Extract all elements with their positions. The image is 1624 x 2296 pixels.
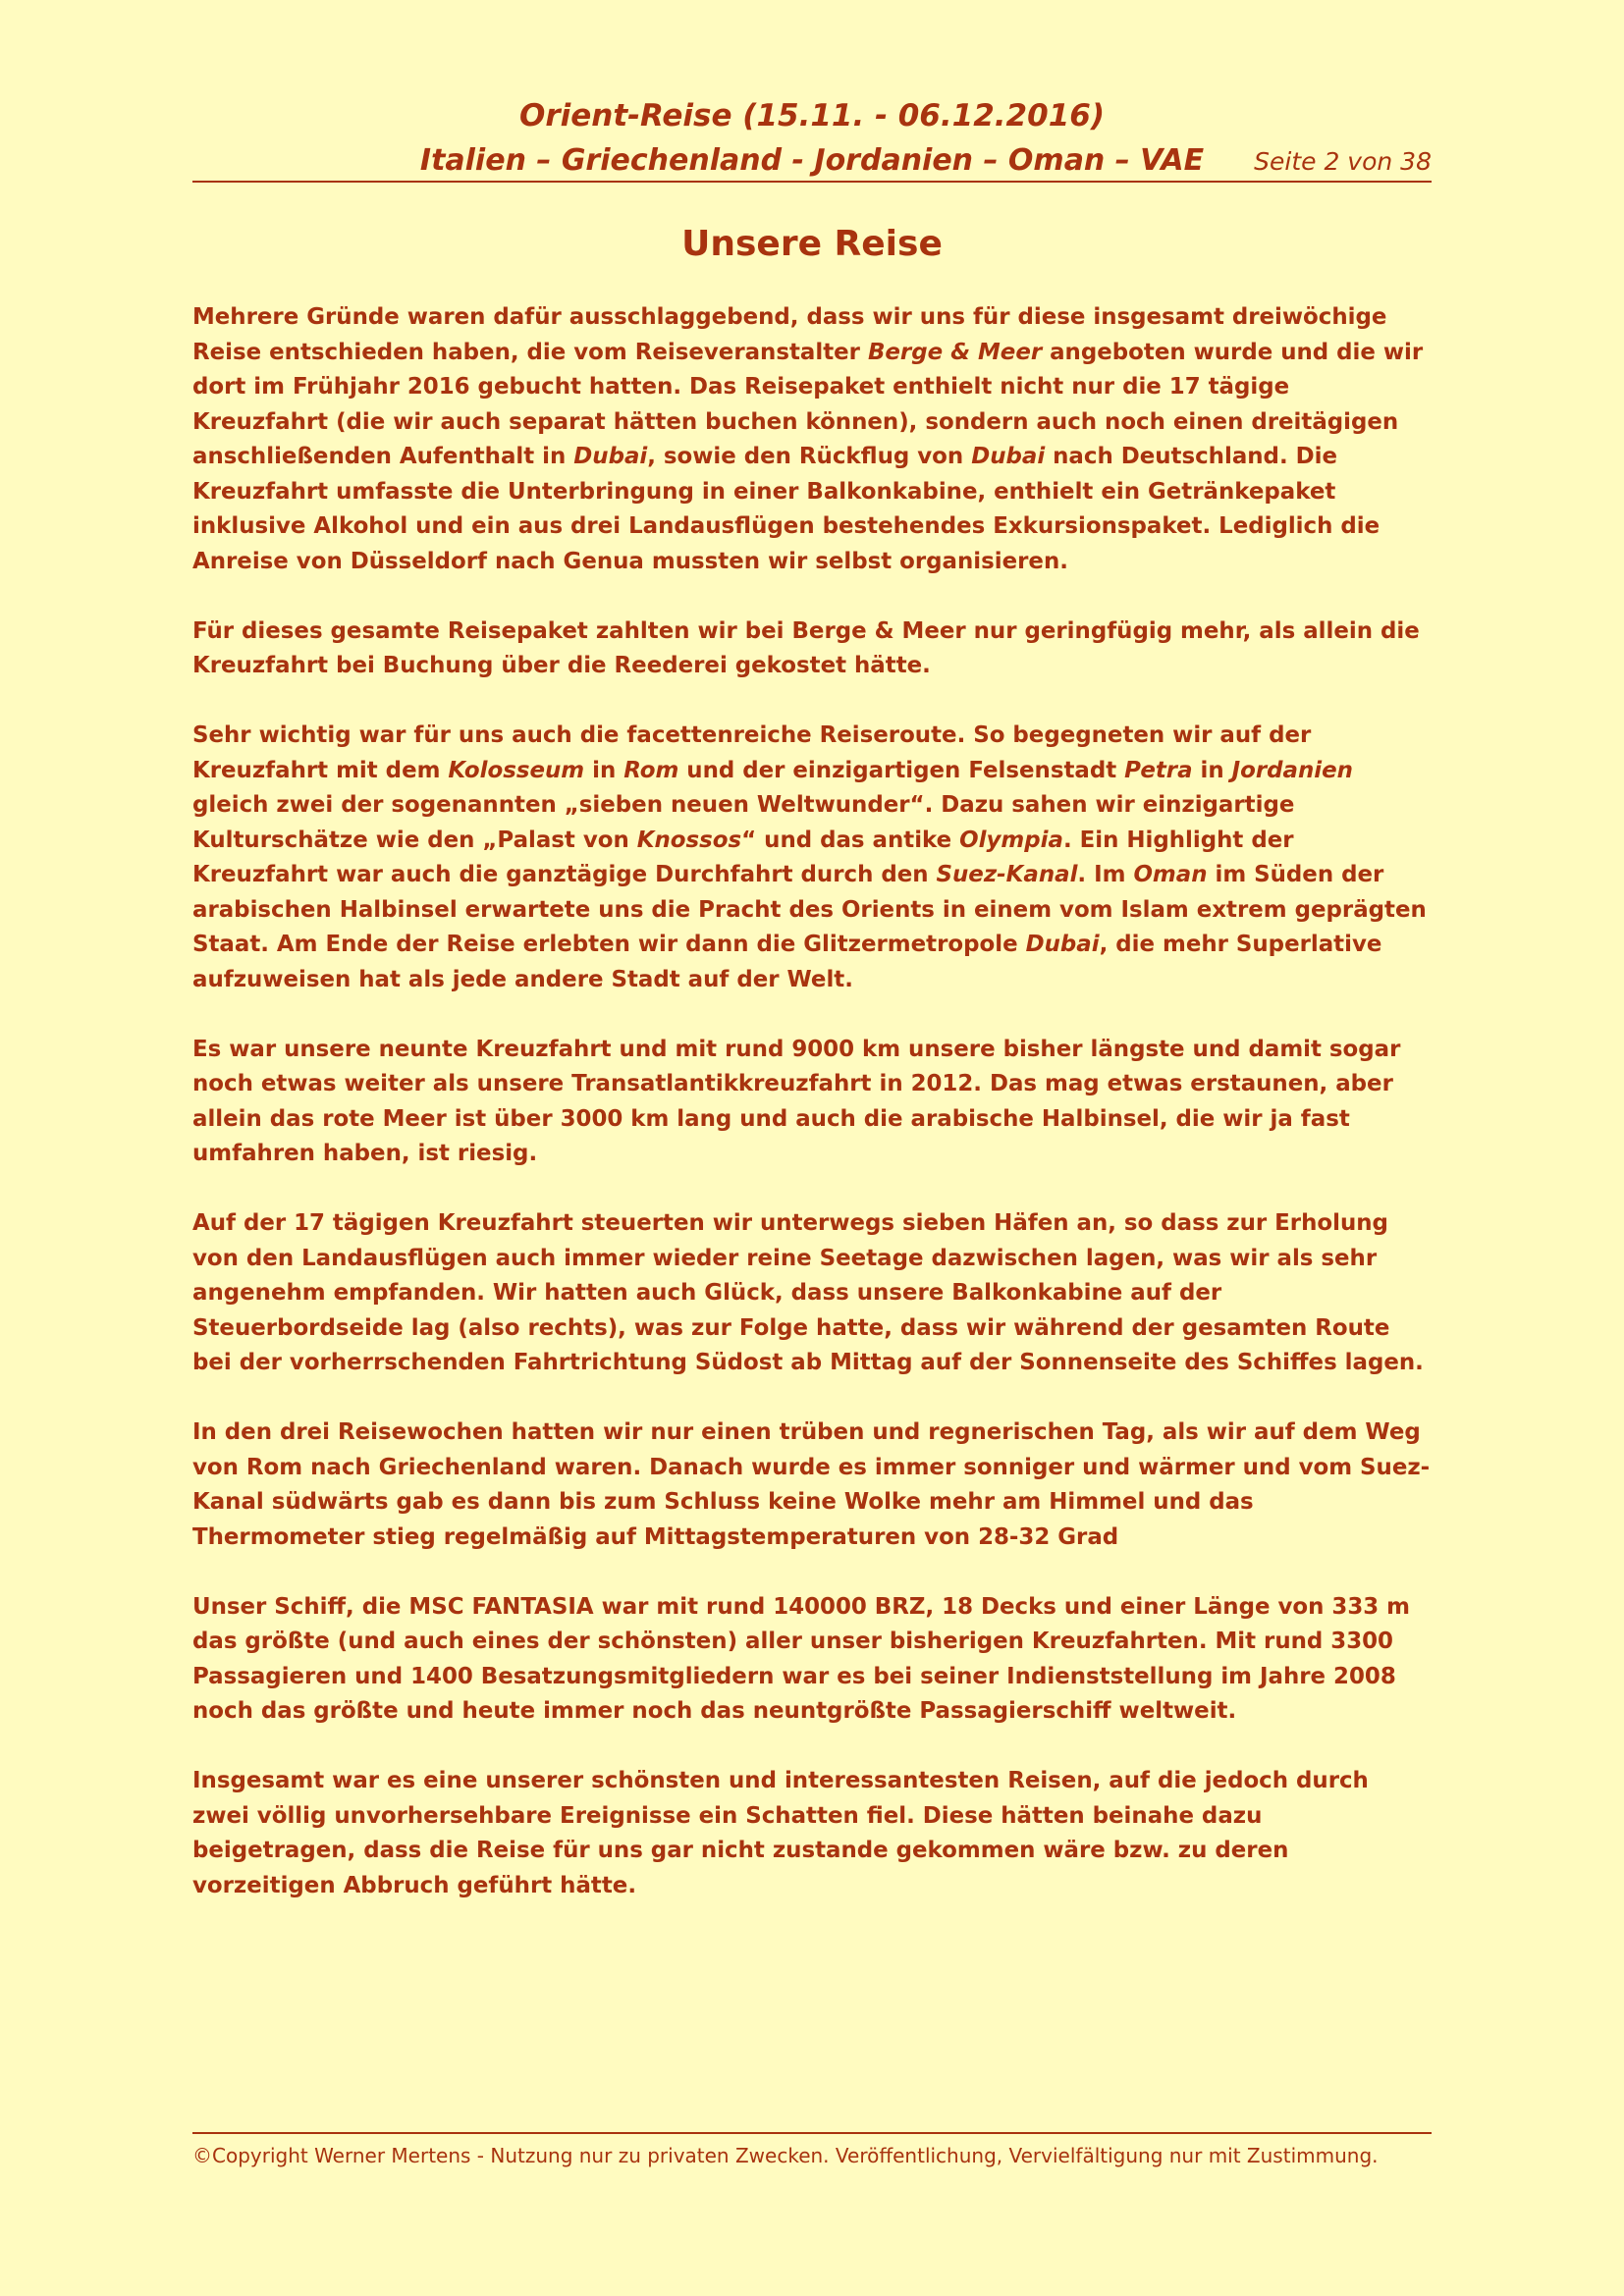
- copyright-footer: ©Copyright Werner Mertens - Nutzung nur zu privaten Zwecken. Veröffentlichung, Vervielfältigung nur mit Zustimmung.: [192, 2132, 1432, 2170]
- italic-text: Oman: [1133, 862, 1208, 887]
- paragraph: Es war unsere neunte Kreuzfahrt und mit rund 9000 km unsere bisher längste und damit sogar noch etwas weiter als unsere Transatlantikkreuzfahrt in 2012. Das mag etwas erstaunen, aber allein das rote Meer ist über 3000 km lang und auch die arabische Halbinsel, die wir ja fast umfahren haben, ist riesig.: [192, 1036, 1401, 1166]
- italic-text: Berge & Meer: [867, 339, 1043, 365]
- paragraph: Mehrere Gründe waren dafür ausschlaggebend, dass wir uns für diese insgesamt dreiwöchige Reise entschieden haben, die vom Reiseveranstalter Berge & Meer angeboten wurde und die wir dort im Frühjahr 2016 gebucht hatten. Das Reisepaket enthielt nicht nur die 17 tägige Kreuzfahrt (die wir auch separat hätten buchen können), sondern auch noch einen dreitägigen anschließenden Aufenthalt in Dubai, sowie den Rückflug von Dubai nach Deutschland. Die Kreuzfahrt umfasste die Unterbringung in einer Balkonkabine, enthielt ein Getränkepaket inklusive Alkohol und ein aus drei Landausflügen bestehendes Exkursionspaket. Lediglich die Anreise von Düsseldorf nach Genua mussten wir selbst organisieren.: [192, 304, 1424, 574]
- italic-text: Kolosseum: [448, 757, 585, 783]
- italic-text: Rom: [623, 757, 679, 783]
- page-title: Unsere Reise: [681, 224, 943, 264]
- italic-text: Knossos: [636, 827, 742, 853]
- italic-text: Dubai: [1025, 932, 1100, 957]
- paragraph: Sehr wichtig war für uns auch die facettenreiche Reiseroute. So begegneten wir auf der Kreuzfahrt mit dem Kolosseum in Rom und der einzigartigen Felsenstadt Petra in Jordanien gleich zwei der sogenannten „sieben neuen Weltwunder“. Dazu sahen wir einzigartige Kulturschätze wie den „Palast von Knossos“ und das antike Olympia. Ein Highlight der Kreuzfahrt war auch die ganztägige Durchfahrt durch den Suez-Kanal. Im Oman im Süden der arabischen Halbinsel erwartete uns die Pracht des Orients in einem vom Islam extrem geprägten Staat. Am Ende der Reise erlebten wir dann die Glitzermetropole Dubai, die mehr Superlative aufzuweisen hat als jede andere Stadt auf der Welt.: [192, 722, 1427, 992]
- paragraph: In den drei Reisewochen hatten wir nur einen trüben und regnerischen Tag, als wir auf dem Weg von Rom nach Griechenland waren. Danach wurde es immer sonniger und wärmer und vom Suez-Kanal südwärts gab es dann bis zum Schluss keine Wolke mehr am Himmel und das Thermometer stieg regelmäßig auf Mittagstemperaturen von 28-32 Grad: [192, 1419, 1431, 1550]
- document-page: [192, 0, 1432, 2296]
- header-title: Orient-Reise (15.11. - 06.12.2016): [518, 98, 1106, 133]
- paragraph: Unser Schiff, die MSC FANTASIA war mit rund 140000 BRZ, 18 Decks und einer Länge von 333 m das größte (und auch eines der schönsten) aller unser bisherigen Kreuzfahrten. Mit rund 3300 Passagieren und 1400 Besatzungsmitgliedern war es bei seiner Indienststellung im Jahre 2008 noch das größte und heute immer noch das neuntgrößte Passagierschiff weltweit.: [192, 1593, 1411, 1724]
- italic-text: Suez-Kanal: [936, 862, 1078, 887]
- italic-text: Jordanien: [1231, 757, 1353, 783]
- page-header: [192, 96, 1432, 183]
- italic-text: Dubai: [573, 444, 648, 469]
- body-text: [192, 300, 1432, 1939]
- paragraph: Auf der 17 tägigen Kreuzfahrt steuerten wir unterwegs sieben Häfen an, so dass zur Erholung von den Landausflügen auch immer wieder reine Seetage dazwischen lagen, was wir als sehr angenehm empfanden. Wir hatten auch Glück, dass unsere Balkonkabine auf der Steuerbordseide lag (also rechts), was zur Folge hatte, dass wir während der gesamten Route bei der vorherrschenden Fahrtrichtung Südost ab Mittag auf der Sonnenseite des Schiffes lagen.: [192, 1210, 1424, 1375]
- italic-text: Olympia: [959, 827, 1063, 853]
- italic-text: Dubai: [971, 444, 1046, 469]
- paragraph: Für dieses gesamte Reisepaket zahlten wir bei Berge & Meer nur geringfügig mehr, als allein die Kreuzfahrt bei Buchung über die Reederei gekostet hätte.: [192, 617, 1420, 678]
- italic-text: Petra: [1124, 757, 1193, 783]
- paragraph: Insgesamt war es eine unserer schönsten und interessantesten Reisen, auf die jedoch durch zwei völlig unvorhersehbare Ereignisse ein Schatten fiel. Diese hätten beinahe dazu beigetragen, dass die Reise für uns gar nicht zustande gekommen wäre bzw. zu deren vorzeitigen Abbruch geführt hätte.: [192, 1768, 1369, 1898]
- page-number: Seite 2 von 38: [1254, 147, 1432, 176]
- header-subtitle: Italien – Griechenland - Jordanien – Oman – VAE: [419, 143, 1205, 178]
